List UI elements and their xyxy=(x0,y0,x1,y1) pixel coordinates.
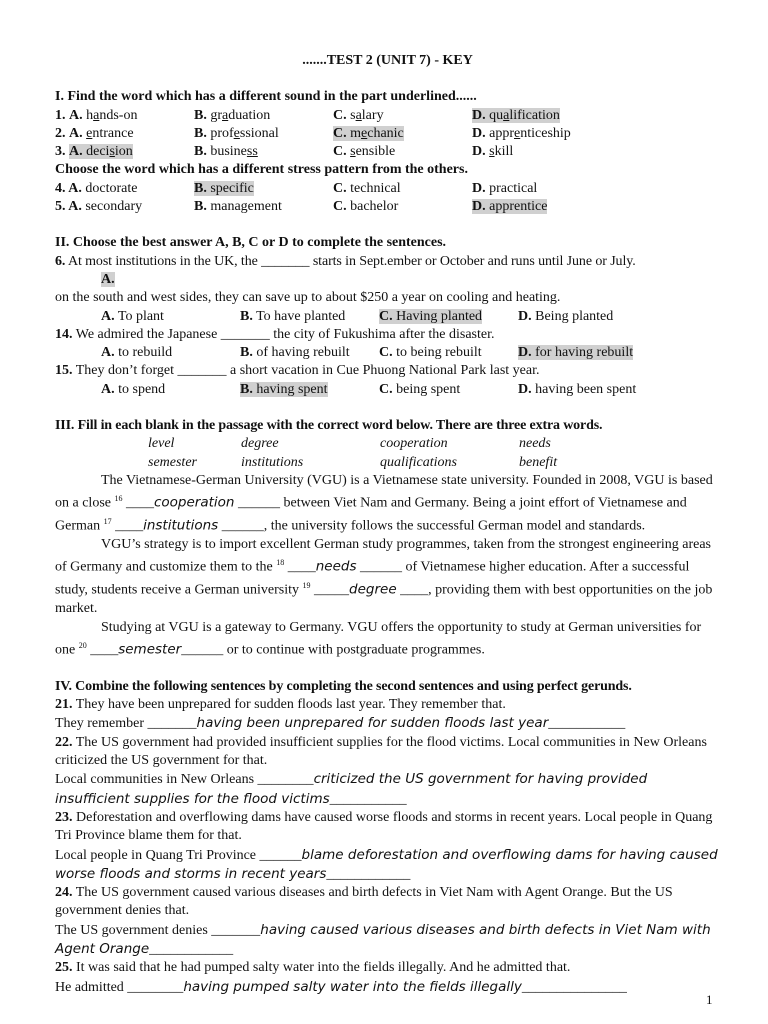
combine-answer: Local people in Quang Tri Province ______blame deforestation and overflowing dams for having caused worse floods and storms in recent years____________ xyxy=(55,846,718,882)
option-a: A. to rebuild xyxy=(101,345,173,361)
option-c: C. technical xyxy=(333,180,401,196)
option-a: 3. A. decision xyxy=(55,144,133,160)
option-d: D. skill xyxy=(472,144,514,160)
option-a: 4. A. doctorate xyxy=(55,180,138,196)
section1-heading: I. Find the word which has a different sound in the part underlined...... xyxy=(55,89,477,105)
option-c: C. sensible xyxy=(333,144,396,160)
option-d: D. apprentice xyxy=(472,199,548,215)
option-b: B. management xyxy=(194,199,282,215)
option-a: 2. A. entrance xyxy=(55,125,134,141)
section1-rows xyxy=(55,107,720,162)
handwritten-answer: having been unprepared for sudden floods last year xyxy=(196,715,549,732)
answer-17: institutions xyxy=(143,517,219,534)
section1-stress-rows xyxy=(55,180,720,217)
answer-20: semester xyxy=(118,641,182,658)
word-bank-row-2: semester institutions qualifications benefit xyxy=(148,454,558,470)
section2-heading: II. Choose the best answer A, B, C or D to complete the sentences. xyxy=(55,235,447,251)
option-c: C. salary xyxy=(333,107,384,123)
option-c: C. being spent xyxy=(379,381,461,397)
option-d: D. apprenticeship xyxy=(472,125,571,141)
answer-16: cooperation xyxy=(153,494,235,511)
question-line: on the south and west sides, they can save up to about $250 a year on cooling and heating. xyxy=(55,290,561,306)
document-page xyxy=(55,52,720,997)
question-6: 6. At most institutions in the UK, the _______ starts in Sept.ember or October and runs until June or July. xyxy=(55,253,636,269)
option-d: D. qualification xyxy=(472,107,560,123)
option-c: C. to being rebuilt xyxy=(379,345,482,361)
question-6-answer: A. xyxy=(101,271,115,287)
word-bank-row-1: level degree cooperation needs xyxy=(148,436,551,452)
answer-19: degree xyxy=(349,582,397,599)
option-b: B. graduation xyxy=(194,107,271,123)
option-c: C. mechanic xyxy=(333,125,404,141)
option-b: B. having spent xyxy=(240,381,328,397)
combine-answer: Local communities in New Orleans ________criticized the US government for having provided insufficient supplies for the flood victims___________ xyxy=(55,771,648,807)
section4-items xyxy=(55,696,720,997)
option-b: B. business xyxy=(194,144,258,160)
question-15: 15. They don’t forget _______ a short vacation in Cue Phuong National Park last year. xyxy=(55,363,540,379)
passage-paragraph-2: VGU’s strategy is to import excellent German study programmes, taken from the strongest engineering areas of Germany and customize them to the $^{18}$ ____needs ______ of Vietnamese higher education. After a successful study, students receive a German university $^{19}$ _____degree ____, providing them with best opportunities on the job market. xyxy=(55,537,713,617)
option-d: D. having been spent xyxy=(518,381,637,397)
option-b: B. of having rebuilt xyxy=(240,345,350,361)
question-row xyxy=(55,107,720,125)
section1-subheading: Choose the word which has a different stress pattern from the others. xyxy=(55,162,468,178)
question-14: 14. We admired the Japanese _______ the city of Fukushima after the disaster. xyxy=(55,326,495,342)
option-b: B. professional xyxy=(194,125,279,141)
option-c: C. Having planted xyxy=(379,308,483,324)
combine-question: 23. Deforestation and overflowing dams have caused worse floods and storms in recent years. Local people in Quang Tri Province blame them for that. xyxy=(55,809,713,844)
options-row xyxy=(55,308,720,326)
option-d: D. for having rebuilt xyxy=(518,345,634,361)
combine-answer: He admitted ________having pumped salty water into the fields illegally_______________ xyxy=(55,978,627,995)
handwritten-answer: criticized the US government for having provided insufficient supplies for the flood victims xyxy=(55,771,648,807)
combine-question: 25. It was said that he had pumped salty water into the fields illegally. And he admitted that. xyxy=(55,960,571,976)
question-row xyxy=(55,125,720,143)
option-a: 1. A. hands-on xyxy=(55,107,138,123)
question-row xyxy=(55,198,720,216)
option-a: A. To plant xyxy=(101,308,164,324)
section3-heading: III. Fill in each blank in the passage with the correct word below. There are three extra words. xyxy=(55,418,603,434)
combine-answer: The US government denies _______having caused various diseases and birth defects in Viet Nam with Agent Orange____________ xyxy=(55,921,711,958)
combine-question: 22. The US government had provided insufficient supplies for the flood victims. Local communities in New Orleans criticized the US government for that. xyxy=(55,734,707,769)
combine-question: 24. The US government caused various diseases and birth defects in Viet Nam with Agent Orange. But the US government denies that. xyxy=(55,885,673,919)
option-a: 5. A. secondary xyxy=(55,199,143,215)
page-number: 1 xyxy=(706,992,713,1007)
option-c: C. bachelor xyxy=(333,199,399,215)
combine-question: 21. They have been unprepared for sudden floods last year. They remember that. xyxy=(55,697,506,713)
combine-answer: They remember _______having been unprepared for sudden floods last year___________ xyxy=(55,715,626,732)
option-b: B. To have planted xyxy=(240,308,346,324)
option-a: A. to spend xyxy=(101,381,166,397)
options-row-15 xyxy=(55,381,720,399)
options-row-14 xyxy=(55,344,720,362)
handwritten-answer: blame deforestation and overflowing dams for having caused worse floods and storms in recent years xyxy=(55,846,718,882)
answer-18: needs xyxy=(315,559,357,576)
option-b: B. specific xyxy=(194,180,254,196)
option-d: D. practical xyxy=(472,180,538,196)
passage-paragraph-3: Studying at VGU is a gateway to Germany. VGU offers the opportunity to study at German universities for one $^{20}$ ____semester______ or to continue with postgraduate programmes. xyxy=(55,619,702,658)
handwritten-answer: having pumped salty water into the fields illegally xyxy=(183,978,522,995)
passage-paragraph-1: The Vietnamese-German University (VGU) is a Vietnamese state university. Founded in 2008, VGU is based on a close $^{16}$ ____cooperation ______ between Viet Nam and Germany. Being a joint effort of Vietnamese and German $^{17}$ ____institutions ______, the university follows the successful German model and standards. xyxy=(55,472,713,534)
page-title: .......TEST 2 (UNIT 7) - KEY xyxy=(302,53,473,68)
question-row xyxy=(55,180,720,198)
section4-heading: IV. Combine the following sentences by completing the second sentences and using perfect gerunds. xyxy=(55,678,632,694)
handwritten-answer: having caused various diseases and birth defects in Viet Nam with Agent Orange xyxy=(55,921,711,958)
option-d: D. Being planted xyxy=(518,308,614,324)
question-row xyxy=(55,143,720,161)
